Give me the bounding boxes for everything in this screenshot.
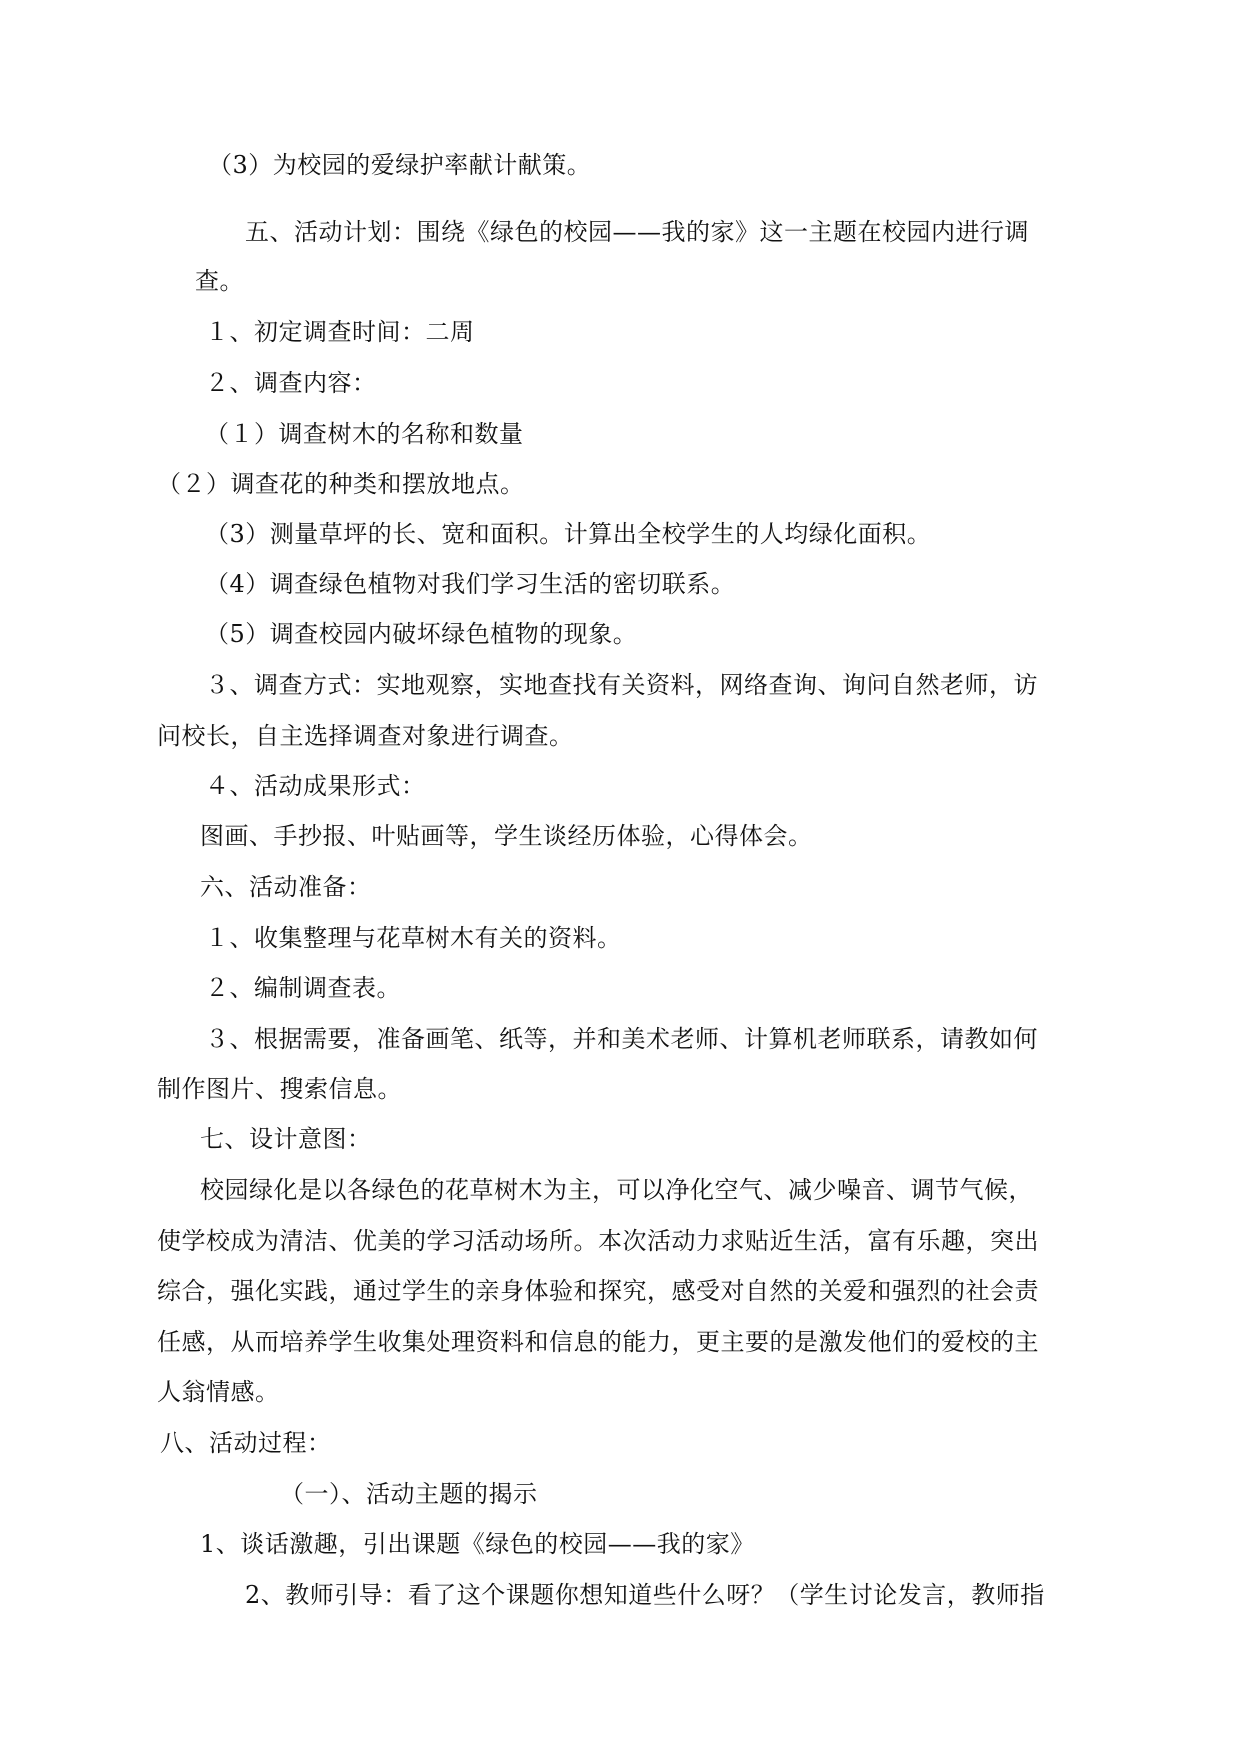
text-line: 1、谈话激趣，引出课题《绿色的校园——我的家》 xyxy=(200,1530,755,1558)
text-line: （3）为校园的爱绿护率献计献策。 xyxy=(208,151,592,179)
section-heading-process: 八、活动过程： xyxy=(160,1429,332,1457)
paragraph-line: 综合，强化实践，通过学生的亲身体验和探究，感受对自然的关爱和强烈的社会责 xyxy=(157,1277,1039,1305)
text-line: ２、编制调查表。 xyxy=(205,974,401,1002)
text-line: ３、调查方式：实地观察，实地查找有关资料，网络查询、询问自然老师，访 xyxy=(205,671,1038,699)
text-line: 查。 xyxy=(195,267,244,295)
text-line: ２、调查内容： xyxy=(205,369,377,397)
paragraph-line: 人翁情感。 xyxy=(157,1378,280,1406)
text-line: （１）调查树木的名称和数量 xyxy=(205,420,524,448)
text-line: （4）调查绿色植物对我们学习生活的密切联系。 xyxy=(205,570,736,598)
section-heading-preparation: 六、活动准备： xyxy=(200,873,372,901)
text-line: 制作图片、搜索信息。 xyxy=(157,1075,402,1103)
paragraph-line: 校园绿化是以各绿色的花草树木为主，可以净化空气、减少噪音、调节气候， xyxy=(200,1176,1033,1204)
text-line: （２）调查花的种类和摆放地点。 xyxy=(157,470,525,498)
section-heading-design-intent: 七、设计意图： xyxy=(200,1125,372,1153)
text-line: （3）测量草坪的长、宽和面积。计算出全校学生的人均绿化面积。 xyxy=(205,520,932,548)
section-heading-activity-plan: 五、活动计划：围绕《绿色的校园——我的家》这一主题在校园内进行调 xyxy=(245,218,1029,246)
text-line: ４、活动成果形式： xyxy=(205,772,426,800)
text-line: 问校长，自主选择调查对象进行调查。 xyxy=(157,722,574,750)
text-line: 2、教师引导：看了这个课题你想知道些什么呀？（学生讨论发言，教师指 xyxy=(245,1581,1045,1609)
text-line: （5）调查校园内破坏绿色植物的现象。 xyxy=(205,620,638,648)
text-line: ３、根据需要，准备画笔、纸等，并和美术老师、计算机老师联系，请教如何 xyxy=(205,1025,1038,1053)
paragraph-line: 任感，从而培养学生收集处理资料和信息的能力，更主要的是激发他们的爱校的主 xyxy=(157,1328,1039,1356)
text-line: １、收集整理与花草树木有关的资料。 xyxy=(205,924,622,952)
subsection-heading: （一）、活动主题的揭示 xyxy=(280,1480,538,1508)
text-line: 图画、手抄报、叶贴画等，学生谈经历体验，心得体会。 xyxy=(200,822,813,850)
paragraph-line: 使学校成为清洁、优美的学习活动场所。本次活动力求贴近生活，富有乐趣，突出 xyxy=(157,1227,1039,1255)
text-line: １、初定调查时间：二周 xyxy=(205,318,475,346)
